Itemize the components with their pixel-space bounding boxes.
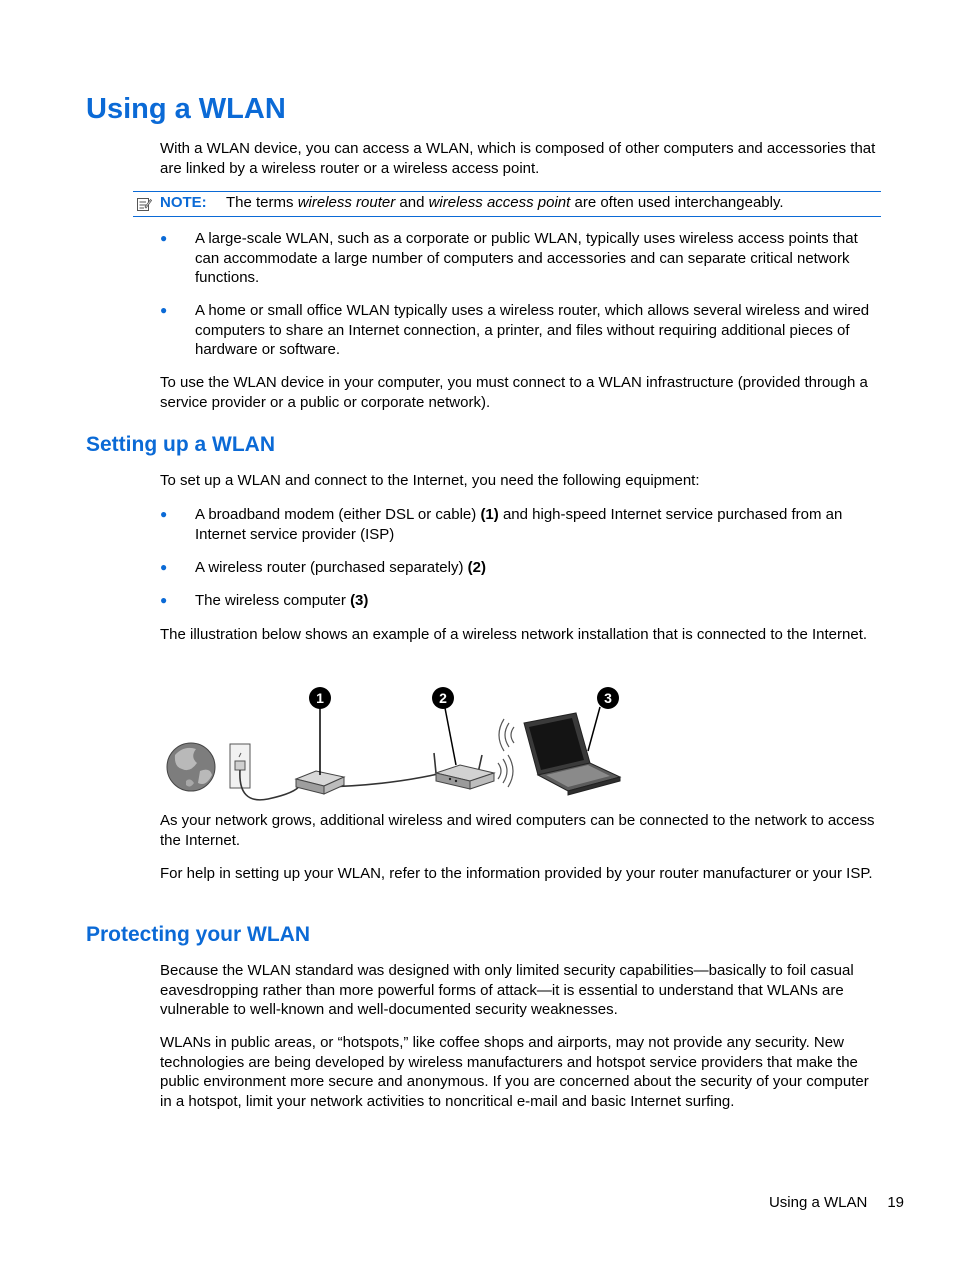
network-illustration — [160, 683, 630, 805]
note-prefix: The terms — [226, 194, 298, 211]
security-paragraph: Because the WLAN standard was designed with only limited security capabilities—basically to foil casual eavesdropping rather than more powerful forms of attack—it is essential to understand that WLANs are vulnerable to well-known and well-documented security weaknesses. — [160, 962, 854, 1018]
note-icon — [136, 196, 152, 212]
bullet-text: The wireless computer (3) — [195, 592, 369, 609]
callout-3 — [588, 687, 619, 751]
equipment-intro: To set up a WLAN and connect to the Internet, you need the following equipment: — [160, 472, 700, 489]
note-term-wireless-router: wireless router — [297, 194, 396, 211]
globe-icon — [167, 743, 215, 791]
bullet-text: A wireless router (purchased separately) (2) — [195, 559, 486, 576]
page-footer — [769, 1193, 904, 1213]
bullet-text: A large-scale WLAN, such as a corporate or public WLAN, typically uses wireless access points that can accommodate a large number of computers and accessories and can separate critical network functions. — [195, 230, 858, 286]
laptop-icon — [524, 713, 620, 795]
note-text — [226, 193, 784, 213]
svg-text:2: 2 — [439, 690, 447, 706]
callout-1 — [309, 687, 331, 775]
network-grows-paragraph: As your network grows, additional wireless and wired computers can be connected to the network to access the Internet. — [160, 812, 875, 849]
section-heading-setting-up: Setting up a WLAN — [86, 433, 275, 456]
callout-2 — [432, 687, 456, 765]
router-icon — [434, 753, 494, 789]
illustration-intro: The illustration below shows an example of a wireless network installation that is connected to the Internet. — [160, 626, 868, 643]
note-mid: and — [395, 194, 429, 211]
bullet-icon: ● — [160, 593, 168, 607]
intro-paragraph: With a WLAN device, you can access a WLAN, which is composed of other computers and accessories that are linked by a wireless router or a wireless access point. — [160, 140, 876, 177]
wifi-waves-icon — [499, 719, 514, 751]
page-title: Using a WLAN — [86, 93, 286, 125]
note-suffix: are often used interchangeably. — [570, 194, 784, 211]
note-box — [133, 191, 881, 217]
help-paragraph: For help in setting up your WLAN, refer to the information provided by your router manufacturer or your ISP. — [160, 865, 873, 882]
bullet-text: A broadband modem (either DSL or cable) (1) and high-speed Internet service purchased from an Internet service provider (ISP) — [195, 506, 843, 543]
note-term-access-point: wireless access point — [428, 194, 571, 211]
hotspot-paragraph: WLANs in public areas, or “hotspots,” like coffee shops and airports, may not provide any security. New technologies are being developed by wireless manufacturers and hotspot service providers that make the public environment more secure and anonymous. If you are concerned about the security of your computer in a hotspot, limit your network activities to noncritical e-mail and basic Internet surfing. — [160, 1034, 869, 1110]
bullet-icon: ● — [160, 507, 168, 521]
footer-section-name: Using a WLAN — [768, 1194, 868, 1211]
wifi-waves-icon — [498, 755, 513, 787]
svg-text:1: 1 — [316, 690, 324, 706]
page-number: 19 — [887, 1194, 904, 1211]
wlan-usage-paragraph: To use the WLAN device in your computer, you must connect to a WLAN infrastructure (provided through a service provider or a public or corporate network). — [160, 374, 868, 411]
bullet-icon: ● — [160, 231, 168, 245]
bullet-icon: ● — [160, 303, 168, 317]
svg-text:3: 3 — [604, 690, 612, 706]
bullet-icon: ● — [160, 560, 168, 574]
note-label: NOTE: — [160, 194, 207, 211]
bullet-text: A home or small office WLAN typically uses a wireless router, which allows several wireless and wired computers to share an Internet connection, a printer, and files without requiring additional pieces of hardware or software. — [195, 302, 870, 358]
section-heading-protecting: Protecting your WLAN — [86, 923, 310, 946]
